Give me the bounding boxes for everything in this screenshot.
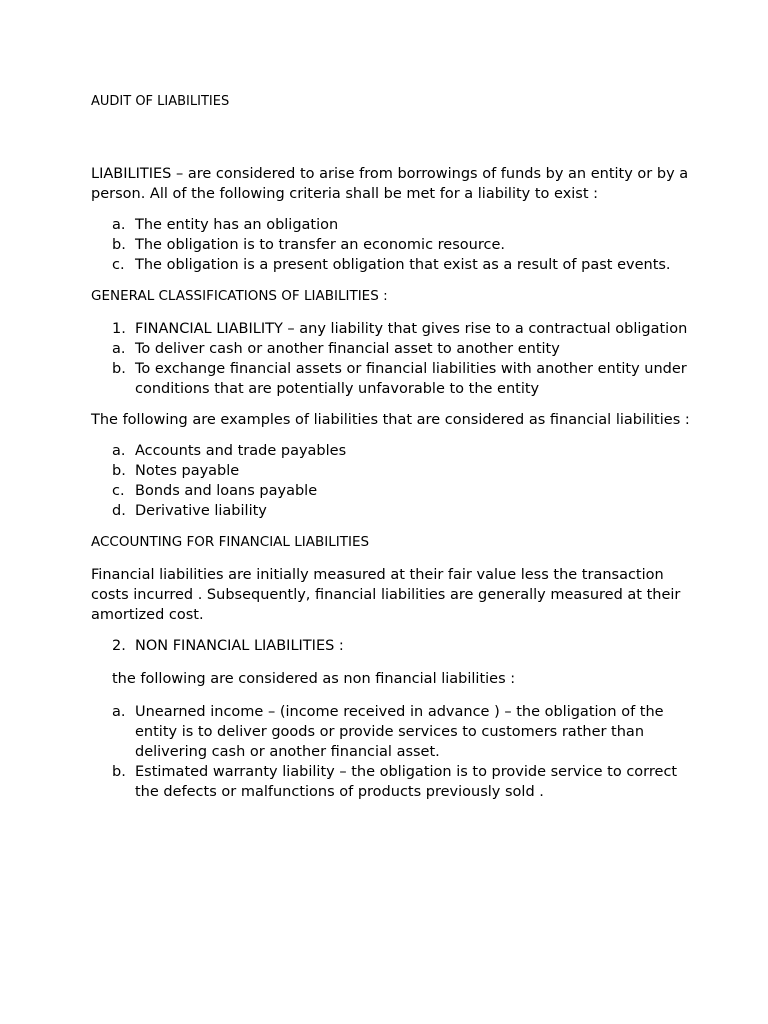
list-item-text: FINANCIAL LIABILITY – any liability that gives rise to a contractual obligation bbox=[135, 321, 688, 337]
list-item bbox=[91, 255, 691, 275]
list-item-text: Notes payable bbox=[135, 463, 240, 479]
list-item bbox=[91, 319, 691, 339]
list-item bbox=[91, 762, 691, 802]
list-marker: a. bbox=[112, 443, 126, 459]
list-marker: a. bbox=[112, 341, 126, 357]
list-item-text: Estimated warranty liability – the obligation is to provide service to correct the defects or malfunctions of products previously sold . bbox=[135, 764, 678, 800]
list-marker: c. bbox=[112, 483, 125, 499]
list-marker: b. bbox=[112, 463, 126, 479]
classifications-heading: GENERAL CLASSIFICATIONS OF LIABILITIES : bbox=[91, 288, 388, 304]
list-marker: b. bbox=[112, 361, 126, 377]
examples-intro: The following are examples of liabilities that are considered as financial liabilities : bbox=[91, 412, 690, 428]
non-financial-heading-list bbox=[91, 636, 691, 656]
criteria-list bbox=[91, 215, 691, 275]
list-marker: b. bbox=[112, 237, 126, 253]
list-item-text: NON FINANCIAL LIABILITIES : bbox=[135, 638, 344, 654]
list-item-text: To deliver cash or another financial asset to another entity bbox=[135, 341, 560, 357]
list-item bbox=[91, 339, 691, 359]
list-item-text: To exchange financial assets or financial liabilities with another entity under conditions that are potentially unfavorable to the entity bbox=[135, 361, 687, 397]
non-financial-list bbox=[91, 702, 691, 802]
financial-liability-list bbox=[91, 319, 691, 399]
list-item bbox=[91, 702, 691, 762]
list-item-text: Unearned income – (income received in advance ) – the obligation of the entity is to deliver goods or provide services to customers rather than delivering cash or another financial asset. bbox=[135, 704, 664, 760]
list-item-text: The obligation is to transfer an economic resource. bbox=[135, 237, 505, 253]
examples-list bbox=[91, 441, 691, 521]
list-marker: 1. bbox=[112, 321, 126, 337]
document-page bbox=[91, 92, 691, 813]
list-item-text: The entity has an obligation bbox=[135, 217, 339, 233]
document-title: AUDIT OF LIABILITIES bbox=[91, 94, 230, 109]
list-marker: a. bbox=[112, 704, 126, 720]
list-item bbox=[91, 359, 691, 399]
list-item-text: The obligation is a present obligation that exist as a result of past events. bbox=[135, 257, 671, 273]
list-marker: c. bbox=[112, 257, 125, 273]
list-marker: b. bbox=[112, 764, 126, 780]
liabilities-definition: LIABILITIES – are considered to arise from borrowings of funds by an entity or by a person. All of the following criteria shall be met for a liability to exist : bbox=[91, 166, 689, 202]
list-item bbox=[91, 636, 691, 656]
list-item bbox=[91, 441, 691, 461]
list-marker: a. bbox=[112, 217, 126, 233]
list-item-text: Bonds and loans payable bbox=[135, 483, 318, 499]
non-financial-intro: the following are considered as non financial liabilities : bbox=[112, 671, 516, 687]
list-item-text: Derivative liability bbox=[135, 503, 267, 519]
list-marker: 2. bbox=[112, 638, 126, 654]
list-item bbox=[91, 501, 691, 521]
list-item bbox=[91, 235, 691, 255]
list-marker: d. bbox=[112, 503, 126, 519]
list-item-text: Accounts and trade payables bbox=[135, 443, 347, 459]
list-item bbox=[91, 461, 691, 481]
list-item bbox=[91, 215, 691, 235]
list-item bbox=[91, 481, 691, 501]
accounting-heading: ACCOUNTING FOR FINANCIAL LIABILITIES bbox=[91, 534, 370, 550]
accounting-paragraph: Financial liabilities are initially measured at their fair value less the transaction costs incurred . Subsequently, financial liabilities are generally measured at their amortized cost. bbox=[91, 567, 681, 623]
